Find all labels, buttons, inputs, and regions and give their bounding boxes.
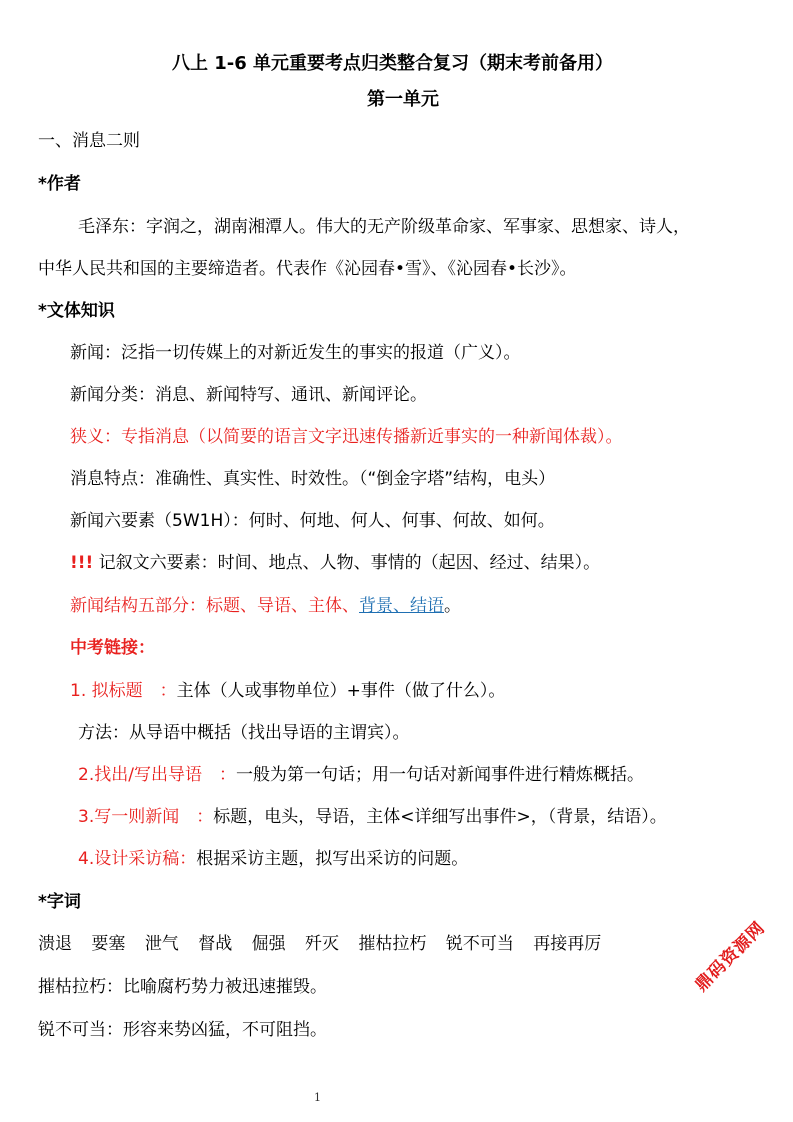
item4-text: 根据采访主题，拟写出采访的问题。 [196, 849, 469, 869]
word-definition-1: 摧枯拉朽：比喻腐朽势力被迅速摧毁。 [38, 977, 327, 997]
word-list [38, 932, 601, 956]
exam-item-4 [78, 847, 468, 871]
word-item: 歼灭 [305, 934, 340, 954]
narrative-elements-line [70, 551, 600, 575]
item4-label: 4.设计采访稿： [78, 849, 197, 869]
six-elements: 新闻六要素（5W1H）：何时、何地、何人、何事、何故、如何。 [70, 511, 555, 531]
item2-text: 一般为第一句话；用一句话对新闻事件进行精炼概括。 [235, 765, 644, 785]
news-types: 新闻分类：消息、新闻特写、通讯、新闻评论。 [70, 385, 427, 405]
item2-label: 2.找出/写出导语 ： [78, 765, 236, 785]
page-number: 1 [314, 1091, 321, 1104]
narrative-elements: 记叙文六要素：时间、地点、人物、事情的（起因、经过、结果）。 [93, 553, 601, 573]
news-structure-end: 。 [444, 596, 461, 616]
word-item: 锐不可当 [445, 934, 514, 954]
word-item: 泄气 [144, 934, 179, 954]
item3-label: 3.写一则新闻 ： [78, 807, 214, 827]
author-paragraph-line1: 毛泽东：字润之，湖南湘潭人。伟大的无产阶级革命家、军事家、思想家、诗人， [78, 217, 690, 237]
news-structure-line [70, 594, 461, 618]
exam-link-heading: 中考链接： [70, 638, 155, 658]
word-item: 再接再厉 [533, 934, 602, 954]
exam-item-1 [70, 679, 505, 703]
exclamation-mark: !!! [70, 553, 94, 573]
author-heading: *作者 [38, 174, 81, 194]
word-item: 溃退 [38, 934, 72, 954]
genre-heading: *文体知识 [38, 301, 115, 321]
word-item: 摧枯拉朽 [358, 934, 427, 954]
method-line: 方法：从导语中概括（找出导语的主谓宾）。 [78, 723, 410, 743]
word-item: 倔强 [251, 934, 286, 954]
word-item: 要塞 [91, 934, 126, 954]
item1-label: 1. 拟标题 ： [70, 681, 177, 701]
exam-item-2 [78, 763, 644, 787]
section-heading: 一、消息二则 [38, 131, 140, 151]
news-definition: 新闻：泛指一切传媒上的对新近发生的事实的报道（广义）。 [70, 343, 521, 363]
news-features: 消息特点：准确性、真实性、时效性。（“倒金字塔”结构，电头） [70, 469, 556, 489]
words-heading: *字词 [38, 892, 81, 912]
word-definition-2: 锐不可当：形容来势凶猛，不可阻挡。 [38, 1020, 327, 1040]
narrow-definition: 狭义：专指消息（以简要的语言文字迅速传播新近事实的一种新闻体裁）。 [70, 427, 623, 447]
watermark: 鼎码资源网 [691, 917, 770, 996]
news-structure-link[interactable]: 背景、结语 [359, 596, 444, 616]
item1-text: 主体（人或事物单位）+事件（做了什么）。 [176, 681, 506, 701]
news-structure-red: 新闻结构五部分：标题、导语、主体、 [70, 596, 359, 616]
exam-item-3 [78, 805, 667, 829]
unit-heading: 第一单元 [367, 89, 439, 110]
author-paragraph-line2: 中华人民共和国的主要缔造者。代表作《沁园春•雪》、《沁园春•长沙》。 [38, 259, 577, 279]
document-title: 八上 1-6 单元重要考点归类整合复习（期末考前备用） [172, 53, 614, 74]
item3-text: 标题，电头，导语，主体<详细写出事件>，（背景，结语）。 [213, 807, 667, 827]
word-item: 督战 [198, 934, 233, 954]
